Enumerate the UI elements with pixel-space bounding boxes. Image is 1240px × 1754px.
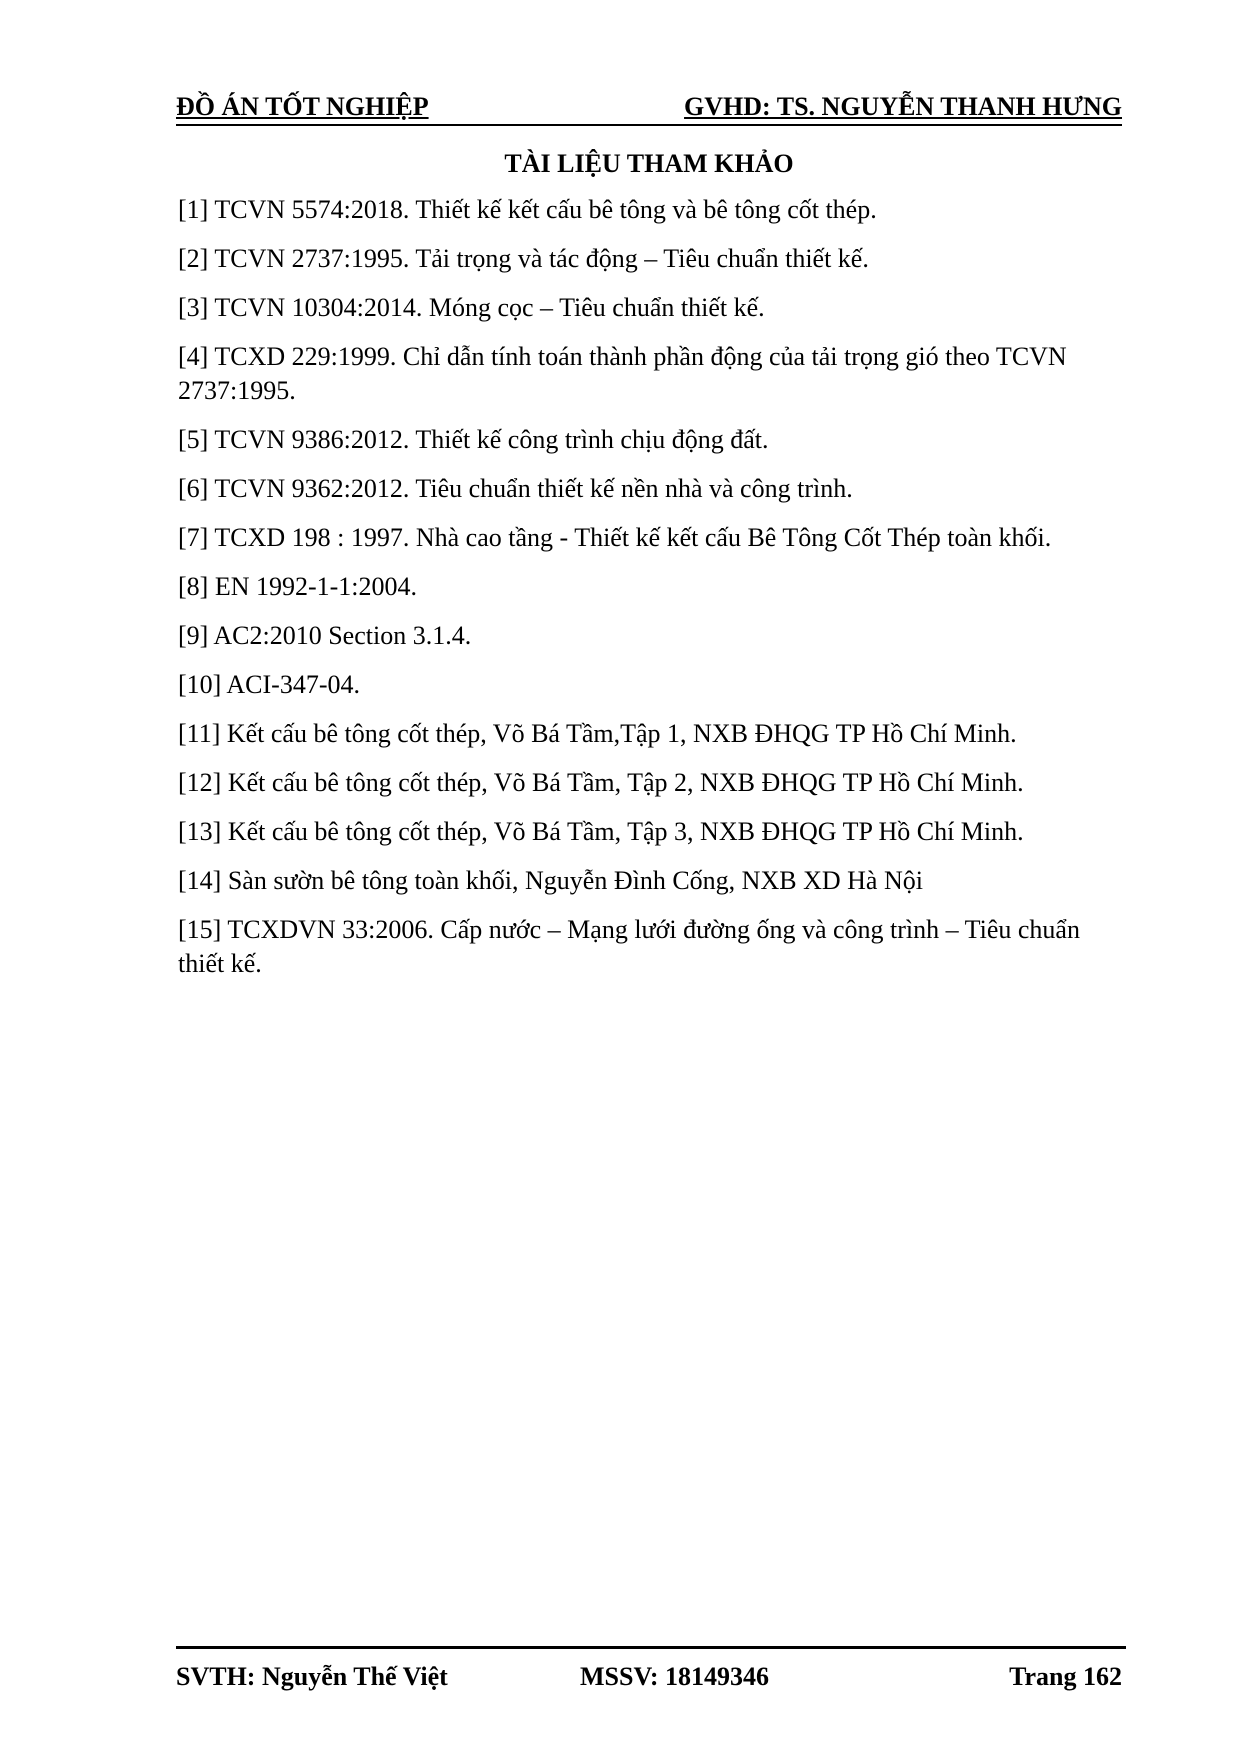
footer-student-name: SVTH: Nguyễn Thế Việt	[176, 1662, 448, 1691]
header-thesis-title: ĐỒ ÁN TỐT NGHIỆP	[176, 92, 429, 121]
footer-divider	[176, 1646, 1126, 1649]
page-footer	[176, 1660, 1122, 1694]
reference-item: [14] Sàn sườn bê tông toàn khối, Nguyễn Đình Cống, NXB XD Hà Nội	[178, 866, 923, 895]
reference-item: [2] TCVN 2737:1995. Tải trọng và tác động – Tiêu chuẩn thiết kế.	[178, 244, 869, 273]
reference-item: [6] TCVN 9362:2012. Tiêu chuẩn thiết kế nền nhà và công trình.	[178, 474, 853, 503]
header-advisor: GVHD: TS. NGUYỄN THANH HƯNG	[684, 92, 1122, 121]
reference-item: [15] TCXDVN 33:2006. Cấp nước – Mạng lưới đường ống và công trình – Tiêu chuẩn thiết kế.	[178, 915, 1080, 978]
reference-item: [8] EN 1992-1-1:2004.	[178, 572, 418, 601]
page-header	[176, 86, 1122, 126]
reference-item: [1] TCVN 5574:2018. Thiết kế kết cấu bê tông và bê tông cốt thép.	[178, 195, 877, 224]
reference-item: [5] TCVN 9386:2012. Thiết kế công trình chịu động đất.	[178, 425, 769, 454]
footer-page-number: Trang 162	[1009, 1662, 1122, 1691]
reference-item: [7] TCXD 198 : 1997. Nhà cao tầng - Thiết kế kết cấu Bê Tông Cốt Thép toàn khối.	[178, 523, 1052, 552]
reference-item: [12] Kết cấu bê tông cốt thép, Võ Bá Tầm, Tập 2, NXB ĐHQG TP Hồ Chí Minh.	[178, 768, 1024, 797]
page-title: TÀI LIỆU THAM KHẢO	[504, 149, 794, 178]
reference-item: [4] TCXD 229:1999. Chỉ dẫn tính toán thành phần động của tải trọng gió theo TCVN 2737:1995.	[178, 342, 1067, 405]
reference-item: [10] ACI-347-04.	[178, 670, 360, 699]
reference-item: [11] Kết cấu bê tông cốt thép, Võ Bá Tầm,Tập 1, NXB ĐHQG TP Hồ Chí Minh.	[178, 719, 1017, 748]
reference-item: [9] AC2:2010 Section 3.1.4.	[178, 621, 472, 650]
reference-list	[178, 193, 1128, 996]
reference-item: [3] TCVN 10304:2014. Móng cọc – Tiêu chuẩn thiết kế.	[178, 293, 765, 322]
reference-item: [13] Kết cấu bê tông cốt thép, Võ Bá Tầm, Tập 3, NXB ĐHQG TP Hồ Chí Minh.	[178, 817, 1024, 846]
footer-student-id: MSSV: 18149346	[580, 1662, 770, 1691]
